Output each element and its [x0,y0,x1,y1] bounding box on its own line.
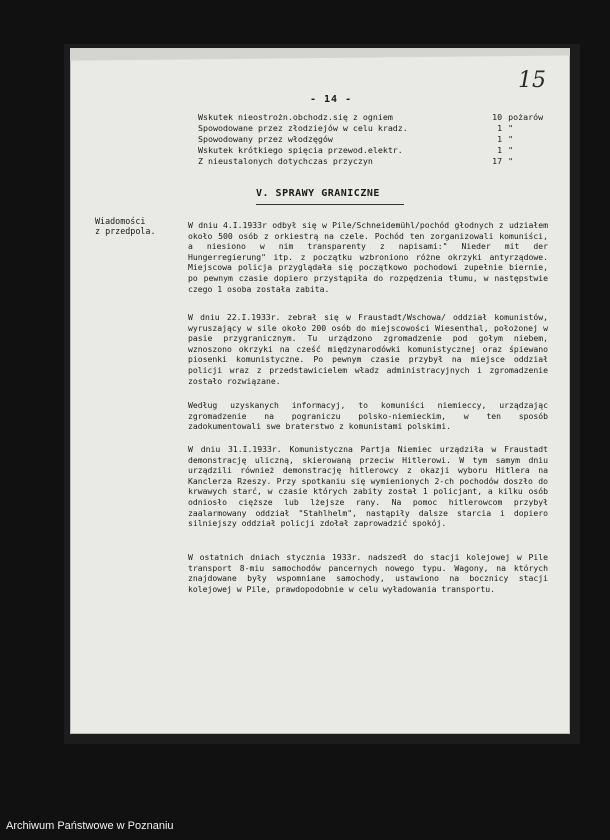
paragraph [188,552,548,594]
archive-caption-bar [0,812,610,840]
section-heading-underline [256,204,404,205]
fire-stat-count: 1 [497,123,503,133]
fire-stat-label: Z nieustalonych dotychczas przyczyn [198,156,373,166]
fire-stat-label: Wskutek krótkiego spięcia przewod.elektr. [198,145,403,155]
folded-page-edge [70,48,570,61]
section-heading: V. SPRAWY GRANICZNE [256,188,380,199]
fire-stat-count: 17 [492,156,503,166]
paragraph-text: W ostatnich dniach stycznia 1933r. nadszedł do stacji kolejowej w Pile transport 8-miu samochodów pancernych nowego typu. Wagony, na których znajdowane były wspomniane samochody, ustawiono na bocznicy stacji kolejowej w Pile, prawdopodobnie w celu wyładowania transportu. [188,552,548,594]
page-number: - 14 - [310,94,353,105]
fire-stat-label: Spowodowane przez złodziejów w celu kradz. [198,123,408,133]
paragraph-text: W dniu 22.I.1933r. zebrał się w Fraustadt/Wschowa/ oddział komunistów, wyruszający w sile około 200 osób do miejscowości Wiesenthal, położonej w pasie przygranicznym. Tu urządzono zgromadzenie pod gołym niebem, wznoszono okrzyki na cześć międzynarodówki komunistycznej oraz śpiewano piosenki komunistyczne. Po pewnym czasie przybył na miejsce oddział policji wraz z przedstawicielem władz administracyjnych i zgromadzenie zostało rozwiązane. [188,312,548,386]
fire-stat-unit: " [508,134,514,144]
fire-stat-count: 10 [492,112,503,122]
fire-stat-row [198,134,558,145]
paragraph-text: W dniu 4.I.1933r odbył się w Pile/Schneidemühl/pochód głodnych z udziałem około 500 osób z orkiestrą na czele. Pochód ten zorganizowali komuniści, a niesiono w nim transparenty z napisami:" Nieder mit der Hungerregierung" itp. z początku wzbroniono różne okrzyki antyrządowe. Miejscowa policja przyglądała się początkowo pochodowi zupełnie biernie, po pewnym czasie dopiero przystąpiła do rozpędzenia tłumu, w następstwie czego 1 osoba została zabita. [188,220,548,294]
fire-stat-row [198,123,558,134]
fire-stat-row [198,145,558,156]
paragraph-text: W dniu 31.I.1933r. Komunistyczna Partja Niemiec urządziła w Fraustadt demonstrację uliczną, skierowaną przeciw Hitlerowi. W tym samym dniu urządzili również demonstrację hitlerowcy z okazji wyboru Hitlera na Kanclerza Rzeszy. Przy spotkaniu się wymienionych 2-ch pochodów doszło do krwawych starć, w czasie których zabity został 1 policjant, a kilku osób odniosło cięższe lub lżejsze rany. Na pomoc hitlerowcom przybył zaalarmowany oddział "Stahlhelm", nastąpiły dalsze starcia i dopiero silniejszy oddział policji zdołał zaprowadzić spokój. [188,444,548,529]
fire-stat-count: 1 [497,145,503,155]
fire-stat-label: Spowodowany przez włodzęgów [198,134,333,144]
paragraph [188,400,548,432]
margin-note: Wiadomości z przedpola. [95,216,156,236]
fire-stat-count: 1 [497,134,503,144]
paragraph [188,220,548,294]
paragraph [188,312,548,386]
fire-stat-row [198,156,558,167]
archive-caption: Archiwum Państwowe w Poznaniu [6,820,174,832]
paragraph-text: Według uzyskanych informacyj, to komuniści niemieccy, urządzając zgromadzenie na pograniczu polsko-niemieckim, w ten sposób zadokumentowali swe braterstwo z komunistami polskimi. [188,400,548,432]
fire-stat-row [198,112,558,123]
document-page [70,48,570,734]
fire-stat-unit: pożarów [508,112,544,122]
fire-stat-unit: " [508,123,514,133]
paragraph [188,444,548,529]
fire-stat-label: Wskutek nieostrożn.obchodz.się z ogniem [198,112,393,122]
fire-statistics-list [198,112,558,167]
handwritten-folio-number: 15 [518,68,546,93]
fire-stat-unit: " [508,156,514,166]
fire-stat-unit: " [508,145,514,155]
